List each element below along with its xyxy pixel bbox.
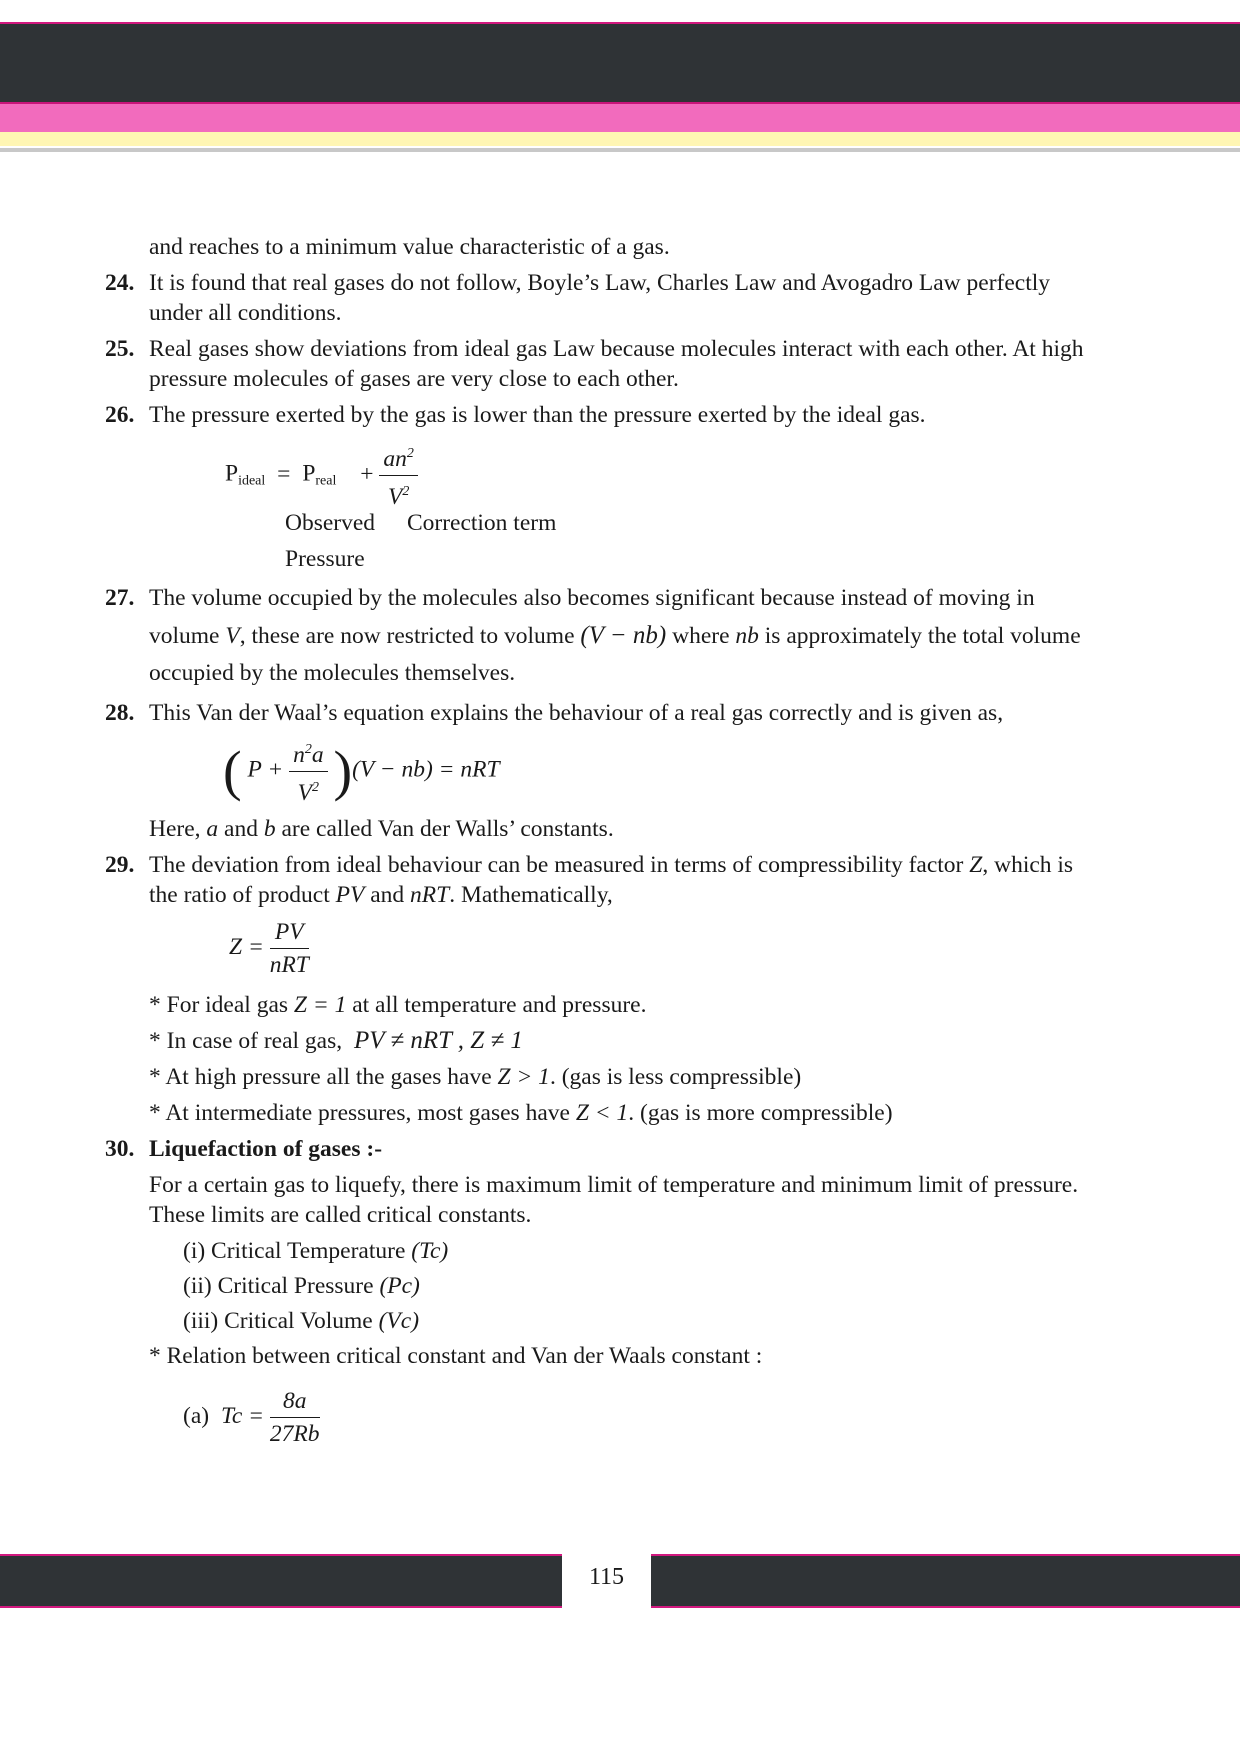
text-part: and: [370, 882, 405, 908]
text-part: (iii) Critical Volume: [183, 1308, 373, 1334]
variable: b: [263, 816, 276, 842]
compressibility-equation: [105, 916, 1105, 990]
expression: PV ≠ nRT , Z ≠ 1: [354, 1027, 523, 1054]
item-27: [105, 580, 1105, 692]
page-content: [105, 232, 1105, 1465]
text-part: . Mathematically,: [449, 882, 613, 908]
text-part: , these are now restricted to volume: [239, 623, 575, 649]
note-intermediate-pressure: [149, 1098, 1105, 1134]
expression: (V − nb): [580, 622, 667, 649]
item-number: 24.: [105, 270, 135, 296]
item-text: This Van der Waal’s equation explains the behaviour of a real gas correctly and is given as,: [149, 700, 1004, 726]
tc-fraction: [270, 1385, 320, 1450]
text-part: * For ideal gas: [149, 992, 289, 1018]
note-real-gas: [149, 1026, 1105, 1062]
text-part: . (gas is more compressible): [628, 1100, 893, 1126]
eq-subscript: ideal: [238, 473, 266, 489]
exponent: 2: [402, 483, 410, 499]
text-part: where: [672, 623, 730, 649]
item-29: [105, 850, 1105, 910]
header-dark-band: [0, 22, 1240, 104]
eq-term: P +: [247, 756, 284, 783]
item-30: [105, 1134, 1105, 1164]
section-heading: Liquefaction of gases :-: [149, 1136, 383, 1162]
eq-sign: =: [277, 460, 291, 487]
symbol: (Vc): [378, 1308, 420, 1334]
critical-constants-list: [105, 1236, 1105, 1341]
frac-numerator: 8a: [270, 1385, 320, 1418]
header-pink-band: [0, 102, 1240, 134]
variable: a: [206, 816, 219, 842]
item-24: [105, 268, 1105, 328]
symbol: (Tc): [411, 1238, 449, 1264]
correction-fraction: [379, 438, 418, 513]
note-high-pressure: [149, 1062, 1105, 1098]
eq-symbol: P: [225, 460, 239, 487]
exponent: 2: [312, 779, 319, 795]
item-number: 29.: [105, 852, 135, 878]
equation-labels: [105, 508, 1105, 580]
item-28: [105, 698, 1105, 728]
text-part: , which is the ratio of product: [149, 852, 1074, 908]
left-paren: (: [223, 740, 242, 803]
eq-term: Z =: [229, 933, 264, 960]
text-part: The deviation from ideal behaviour can be measured in terms of compressibility factor: [149, 852, 964, 878]
expression: Z > 1: [497, 1064, 550, 1090]
ideal-pressure-equation: [105, 438, 1105, 510]
expression: Z < 1: [575, 1100, 629, 1126]
text-part: at all temperature and pressure.: [352, 992, 647, 1018]
text-part: * At high pressure all the gases have: [149, 1064, 492, 1090]
variable: Z: [969, 852, 983, 878]
van-der-waals-constants-note: [105, 814, 1105, 844]
exponent: 2: [406, 446, 414, 461]
eq-term: (V − nb) = nRT: [352, 756, 500, 783]
item-number: 30.: [105, 1136, 135, 1162]
item-number: 26.: [105, 402, 135, 428]
label-observed: Observed: [285, 510, 376, 536]
text-part: is approximately the total volume occupied by the molecules themselves.: [149, 623, 1081, 686]
critical-temperature: [183, 1236, 1105, 1271]
footer-left-band: [0, 1554, 562, 1608]
compressibility-fraction: [270, 916, 309, 981]
label-pressure: Pressure: [285, 546, 365, 572]
frac-numerator: PV: [270, 916, 309, 949]
item-text: The pressure exerted by the gas is lower than the pressure exerted by the ideal gas.: [149, 402, 926, 428]
frac-denominator: V: [297, 779, 312, 806]
text-part: The volume occupied by the molecules also becomes significant because instead of moving in volume: [149, 585, 1035, 649]
critical-temperature-equation: [105, 1385, 1105, 1465]
header-divider: [0, 148, 1240, 152]
right-paren: ): [333, 740, 353, 803]
page-number: 115: [588, 1564, 625, 1590]
variable: nRT: [410, 882, 450, 908]
label-correction: Correction term: [406, 510, 557, 536]
item-number: 27.: [105, 585, 135, 611]
exponent: 2: [304, 742, 312, 757]
item-26: [105, 400, 1105, 430]
text-part: and: [224, 816, 258, 842]
frac-numerator: a: [311, 741, 324, 768]
note-ideal-gas: [149, 990, 1105, 1026]
variable: nb: [735, 623, 759, 649]
critical-volume: [183, 1306, 1105, 1341]
eq-label: (a): [183, 1402, 210, 1429]
item-text: It is found that real gases do not follow, Boyle’s Law, Charles Law and Avogadro Law perfectly under all conditions.: [149, 270, 1051, 326]
header-yellow-band: [0, 132, 1240, 146]
text-part: * In case of real gas,: [149, 1028, 343, 1054]
eq-plus: +: [360, 460, 374, 487]
van-der-waals-equation: [105, 734, 1105, 814]
eq-subscript: real: [315, 473, 337, 489]
eq-symbol: P: [302, 460, 316, 487]
text-part: Here,: [149, 816, 201, 842]
expression: Z = 1: [293, 992, 347, 1018]
text-part: are called Van der Walls’ constants.: [281, 816, 614, 842]
frac-denominator: nRT: [269, 952, 309, 978]
relation-note: * Relation between critical constant and Van der Waals constant :: [149, 1343, 763, 1369]
item-number: 28.: [105, 700, 135, 726]
item-number: 25.: [105, 336, 135, 362]
frac-denominator: 27Rb: [269, 1421, 320, 1447]
text-part: * At intermediate pressures, most gases have: [149, 1100, 570, 1126]
text-part: (i) Critical Temperature: [183, 1238, 406, 1264]
intro-continuation: and reaches to a minimum value characteristic of a gas.: [149, 234, 670, 260]
symbol: (Pc): [379, 1273, 420, 1299]
item-25: [105, 334, 1105, 394]
frac-denominator: V: [387, 483, 403, 510]
footer-right-band: [651, 1554, 1240, 1608]
pressure-correction-fraction: [289, 734, 328, 809]
variable: PV: [335, 882, 365, 908]
text-part: (ii) Critical Pressure: [183, 1273, 374, 1299]
eq-term: Tc =: [220, 1402, 265, 1429]
text-part: . (gas is less compressible): [549, 1064, 802, 1090]
frac-numerator: n: [293, 741, 305, 768]
liquefaction-text: For a certain gas to liquefy, there is maximum limit of temperature and minimum limit of pressure. These limits are called critical constants.: [149, 1172, 1079, 1228]
compressibility-notes: [105, 990, 1105, 1134]
frac-numerator: an: [383, 445, 407, 472]
item-text: Real gases show deviations from ideal gas Law because molecules interact with each other. At high pressure molecules of gases are very close to each other.: [149, 336, 1084, 392]
critical-pressure: [183, 1271, 1105, 1306]
variable: V: [225, 623, 240, 649]
